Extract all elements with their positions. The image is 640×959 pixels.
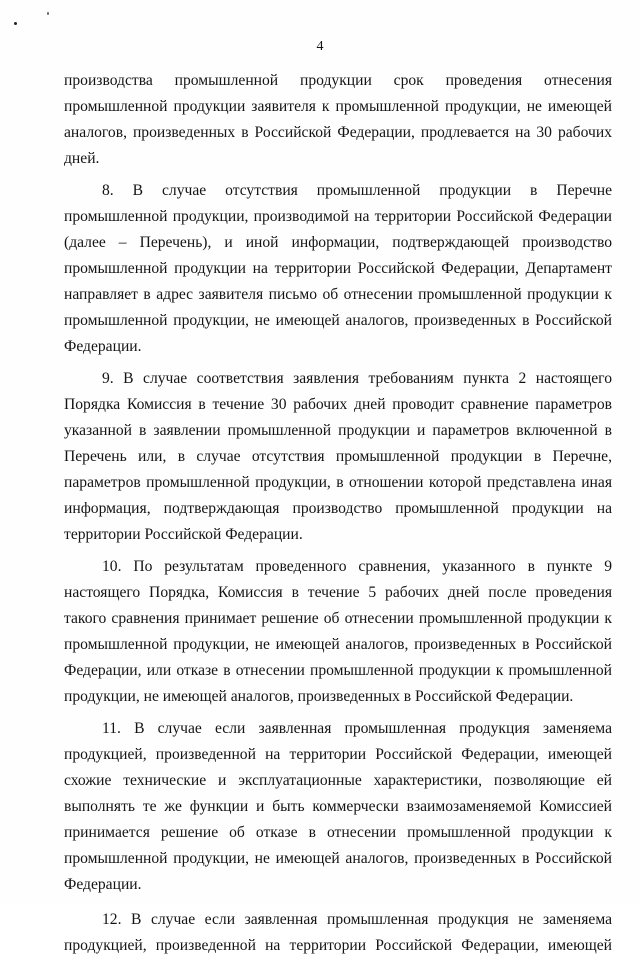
page-number: 4 xyxy=(316,39,324,54)
paragraph-item-8: 8. В случае отсутствия промышленной продукции в Перечне промышленной продукции, производимой на территории Российской Федерации (далее – Перечень), и иной информации, подтверждающей производство промышленной продукции на территории Российской Федерации, Департамент направляет в адрес заявителя письмо об отнесении промышленной продукции к промышленной продукции, не имеющей аналогов, произведенных в Российской Федерации. xyxy=(64,182,612,355)
paragraph-item-10: 10. По результатам проведенного сравнения, указанного в пункте 9 настоящего Порядка, Комиссия в течение 5 рабочих дней после проведения такого сравнения принимает решение об отнесении промышленной продукции к промышленной продукции, не имеющей аналогов, произведенных в Российской Федерации, или отказе в отнесении промышленной продукции к промышленной продукции, не имеющей аналогов, произведенных в Российской Федерации. xyxy=(64,558,612,705)
paragraph-item-12: 12. В случае если заявленная промышленная продукция не заменяема продукцией, произведенной на территории Российской Федерации, имеющей xyxy=(64,911,612,954)
paragraph-continuation: производства промышленной продукции срок проведения отнесения промышленной продукции заявителя к промышленной продукции, не имеющей аналогов, произведенных в Российской Федерации, продлевается на 30 рабочих дней. xyxy=(64,72,612,167)
paragraph-item-11: 11. В случае если заявленная промышленная продукция заменяема продукцией, произведенной на территории Российской Федерации, имеющей схожие технические и эксплуатационные характеристики, позволяющие ей выполнять те же функции и быть коммерчески взаимозаменяемой Комиссией принимается решение об отказе в отнесении промышленной продукции к промышленной продукции, не имеющей аналогов, произведенных в Российской Федерации. xyxy=(64,720,612,893)
scan-speck xyxy=(47,12,49,15)
scan-speck xyxy=(14,22,17,25)
document-body xyxy=(64,68,612,959)
paragraph-item-9: 9. В случае соответствия заявления требованиям пункта 2 настоящего Порядка Комиссия в течение 30 рабочих дней проводит сравнение параметров указанной в заявлении промышленной продукции и параметров включенной в Перечень или, в случае отсутствия промышленной продукции в Перечне, параметров промышленной продукции, в отношении которой представлена иная информация, подтверждающая производство промышленной продукции на территории Российской Федерации. xyxy=(64,370,612,543)
